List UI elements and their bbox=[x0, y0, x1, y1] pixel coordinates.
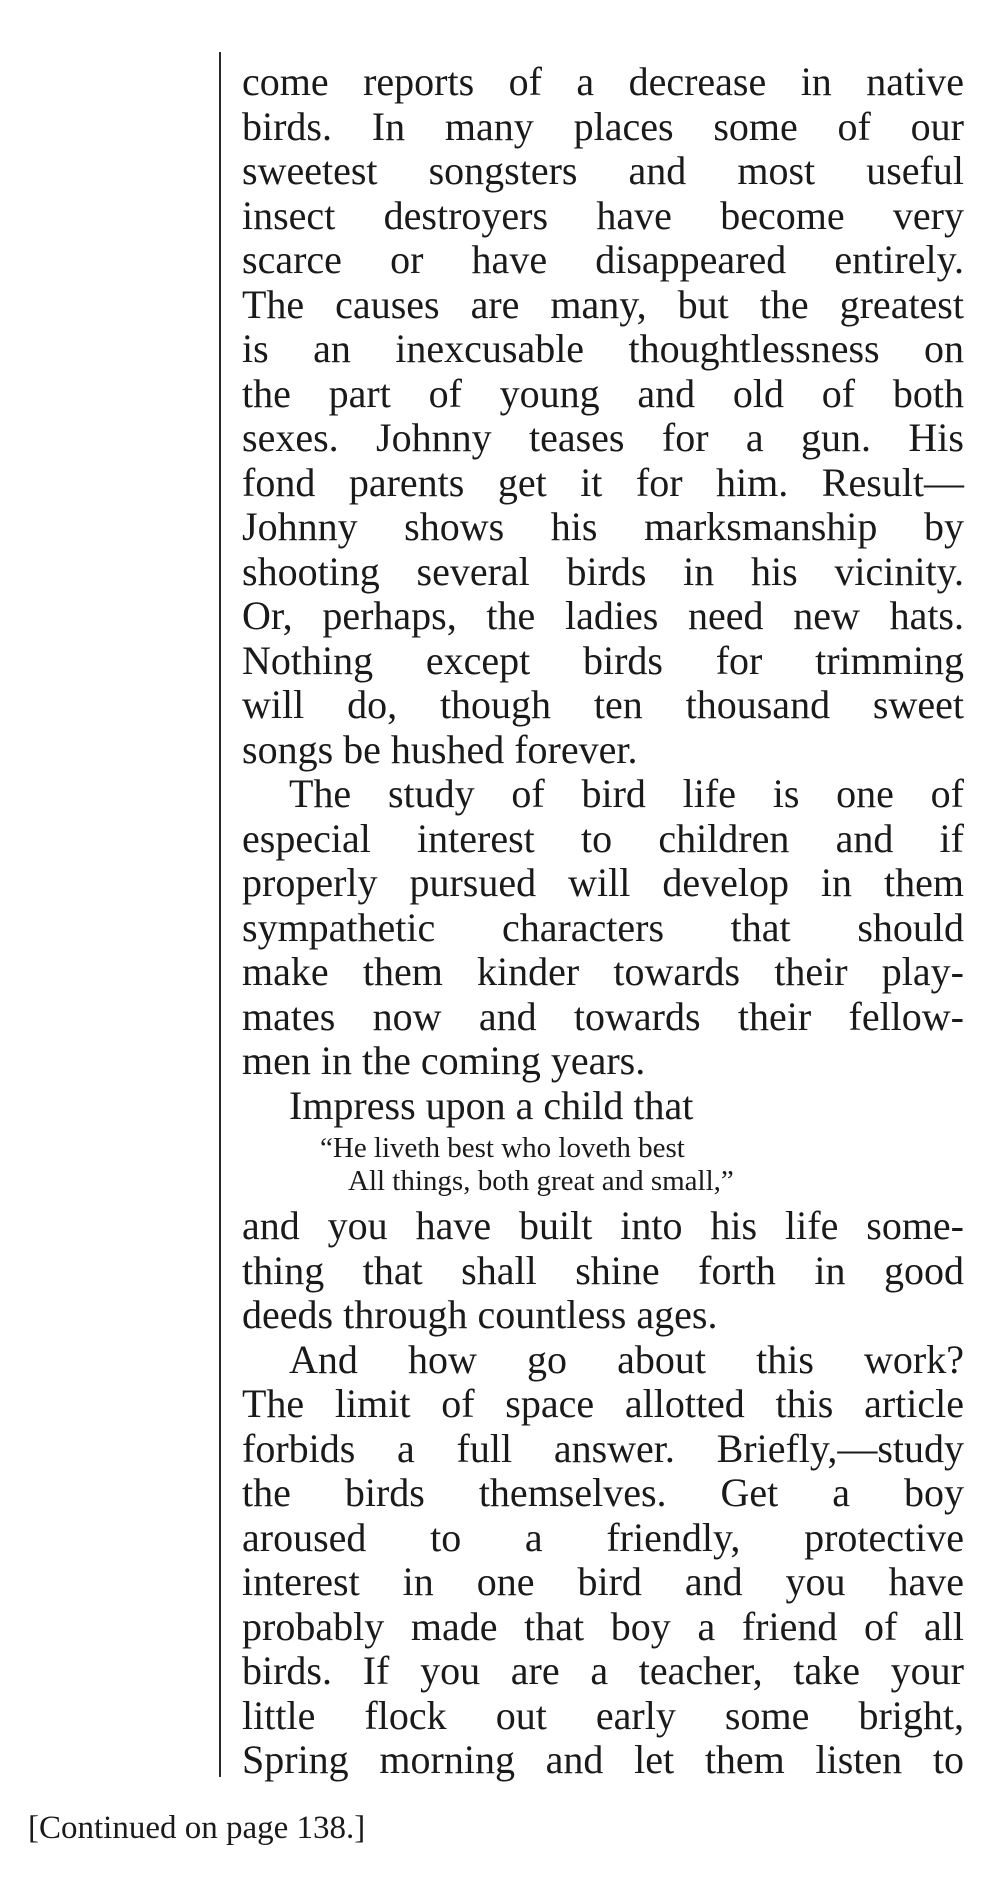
continuation-note: [Continued on page 138.] bbox=[28, 1810, 366, 1846]
text-line: sympathetic characters that should bbox=[242, 904, 964, 950]
poem-line: “He liveth best who loveth best bbox=[320, 1132, 685, 1164]
poem-line: All things, both great and small,” bbox=[348, 1165, 734, 1197]
text-line: birds. If you are a teacher, take your bbox=[242, 1648, 964, 1693]
text-line: come reports of a decrease in native bbox=[242, 59, 964, 104]
text-line: fond parents get it for him. Result— bbox=[242, 459, 964, 505]
text-line: sexes. Johnny teases for a gun. His bbox=[242, 415, 964, 460]
text-line: Impress upon a child that bbox=[289, 1082, 694, 1128]
text-line: aroused to a friendly, protective bbox=[242, 1514, 964, 1560]
text-line: And how go about this work? bbox=[289, 1336, 964, 1382]
text-line: properly pursued will develop in them bbox=[242, 860, 964, 905]
text-line: Johnny shows his marksmanship by bbox=[242, 504, 964, 549]
text-line: forbids a full answer. Briefly,—study bbox=[242, 1425, 964, 1471]
text-line: songs be hushed forever. bbox=[242, 726, 638, 772]
text-line: sweetest songsters and most useful bbox=[242, 148, 964, 193]
text-line: little flock out early some bright, bbox=[242, 1692, 964, 1738]
text-line: and you have built into his life some- bbox=[242, 1203, 964, 1248]
column-rule bbox=[219, 52, 221, 1777]
text-line: Spring morning and let them listen to bbox=[242, 1737, 964, 1782]
text-line: Nothing except birds for trimming bbox=[242, 637, 964, 683]
text-line: interest in one bird and you have bbox=[242, 1559, 964, 1604]
text-line: The causes are many, but the greatest bbox=[242, 281, 964, 327]
text-line: is an inexcusable thoughtlessness on bbox=[242, 326, 964, 371]
text-line: the birds themselves. Get a boy bbox=[242, 1470, 964, 1515]
text-line: thing that shall shine forth in good bbox=[242, 1247, 964, 1293]
text-line: The study of bird life is one of bbox=[289, 771, 964, 816]
text-line: make them kinder towards their play- bbox=[242, 949, 964, 994]
text-line: shooting several birds in his vicinity. bbox=[242, 548, 964, 594]
text-line: Or, perhaps, the ladies need new hats. bbox=[242, 593, 964, 638]
text-line: birds. In many places some of our bbox=[242, 103, 964, 149]
text-line: men in the coming years. bbox=[242, 1038, 646, 1083]
text-line: The limit of space allotted this article bbox=[242, 1381, 964, 1426]
text-line: especial interest to children and if bbox=[242, 815, 964, 861]
text-line: the part of young and old of both bbox=[242, 370, 964, 416]
text-line: insect destroyers have become very bbox=[242, 192, 964, 238]
text-line: deeds through countless ages. bbox=[242, 1292, 718, 1337]
text-line: scarce or have disappeared entirely. bbox=[242, 237, 964, 282]
text-line: probably made that boy a friend of all bbox=[242, 1603, 964, 1649]
text-column bbox=[242, 60, 964, 1783]
text-line: will do, though ten thousand sweet bbox=[242, 682, 964, 727]
text-line: mates now and towards their fellow- bbox=[242, 993, 964, 1039]
